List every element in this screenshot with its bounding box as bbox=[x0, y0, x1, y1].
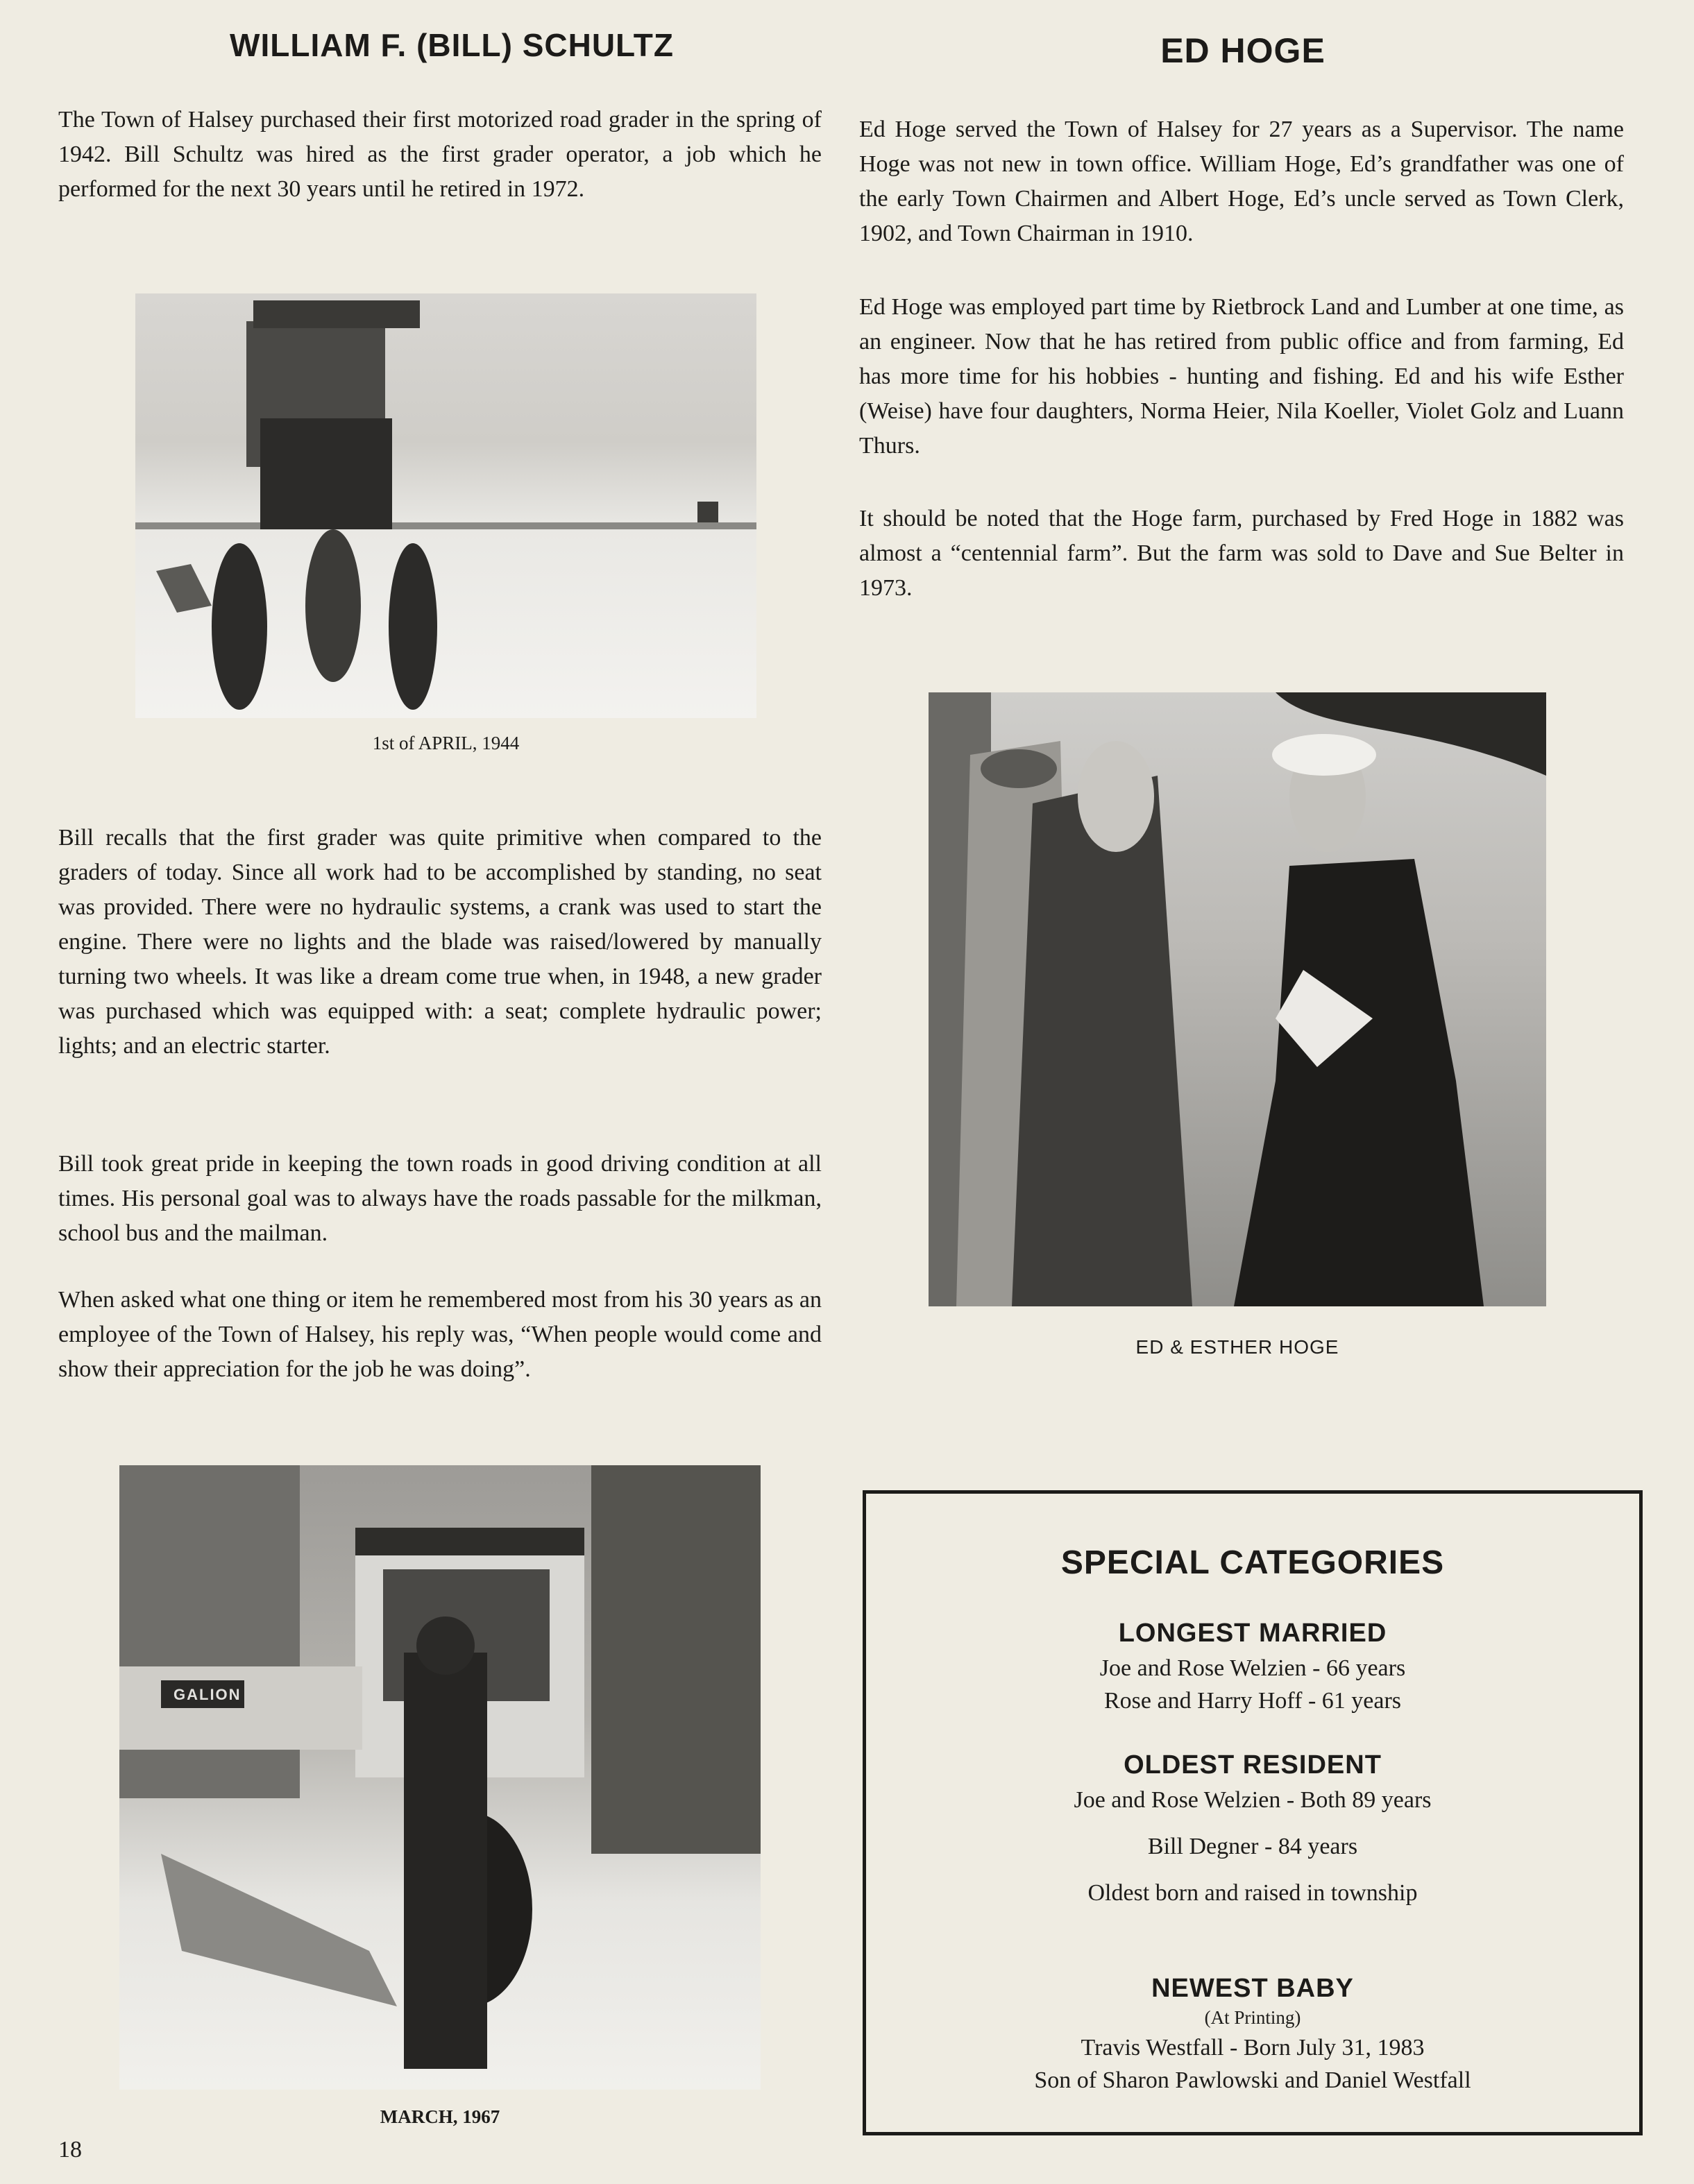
photo-1967-caption: MARCH, 1967 bbox=[380, 2106, 500, 2127]
newest-baby-note: (At Printing) bbox=[1204, 2007, 1301, 2028]
hoge-photo-caption: ED & ESTHER HOGE bbox=[1135, 1336, 1339, 1358]
newest-baby-line-2: Son of Sharon Pawlowski and Daniel Westfall bbox=[1034, 2067, 1471, 2093]
oldest-resident-heading: OLDEST RESIDENT bbox=[1124, 1750, 1382, 1780]
left-paragraph-2: Bill recalls that the first grader was quite primitive when compared to the graders of today. Since all work had to be accomplished by standing, no seat was provided. There were no hydraulic systems, a crank was used to start the engine. There were no lights and the blade was raised/lowered by manually turning two wheels. It was like a dream come true when, in 1948, a new grader was purchased which was equipped with: a seat; complete hydraulic power; lights; and an electric starter. bbox=[58, 825, 822, 1059]
oldest-resident-line-2: Bill Degner - 84 years bbox=[1147, 1834, 1358, 1859]
newest-baby-line-1: Travis Westfall - Born July 31, 1983 bbox=[1081, 2035, 1425, 2061]
special-categories-title: SPECIAL CATEGORIES bbox=[1060, 1544, 1445, 1581]
left-article-title: WILLIAM F. (BILL) SCHULTZ bbox=[230, 27, 674, 63]
galion-sign: GALION bbox=[173, 1686, 242, 1703]
grader-photo-1944 bbox=[135, 293, 756, 718]
longest-married-line-2: Rose and Harry Hoff - 61 years bbox=[1103, 1688, 1402, 1714]
longest-married-heading: LONGEST MARRIED bbox=[1118, 1619, 1387, 1648]
left-paragraph-3: Bill took great pride in keeping the town roads in good driving condition at all times. His personal goal was to always have the roads passable for the milkman, school bus and the mailman. bbox=[58, 1151, 822, 1246]
page-number: 18 bbox=[58, 2137, 82, 2162]
grader-photo-1967 bbox=[119, 1465, 761, 2090]
right-paragraph-2: Ed Hoge was employed part time by Rietbrock Land and Lumber at one time, as an engineer. Now that he has retired from public office and from farming, Ed has more time for his hobbies - hunting and fishing. Ed and his wife Esther (Weise) have four daughters, Norma Heier, Nila Koeller, Violet Golz and Luann Thurs. bbox=[859, 294, 1624, 459]
oldest-resident-line-3: Oldest born and raised in township bbox=[1087, 1880, 1418, 1906]
left-paragraph-4: When asked what one thing or item he remembered most from his 30 years as an employee of the Town of Halsey, his reply was, “When people would come and show their appreciation for the job he was doing”. bbox=[58, 1287, 822, 1382]
left-paragraph-1: The Town of Halsey purchased their first motorized road grader in the spring of 1942. Bill Schultz was hired as the first grader operator, a job which he performed for the next 30 years until he retired in 1972. bbox=[58, 107, 822, 202]
longest-married-line-1: Joe and Rose Welzien - 66 years bbox=[1099, 1655, 1406, 1681]
right-article-title: ED HOGE bbox=[1160, 31, 1325, 70]
right-paragraph-3: It should be noted that the Hoge farm, purchased by Fred Hoge in 1882 was almost a “centennial farm”. But the farm was sold to Dave and Sue Belter in 1973. bbox=[859, 506, 1624, 601]
photo-1944-caption: 1st of APRIL, 1944 bbox=[372, 733, 520, 753]
special-categories-box bbox=[863, 1490, 1643, 2135]
oldest-resident-line-1: Joe and Rose Welzien - Both 89 years bbox=[1074, 1787, 1432, 1813]
newest-baby-heading: NEWEST BABY bbox=[1151, 1974, 1354, 2003]
right-paragraph-1: Ed Hoge served the Town of Halsey for 27 years as a Supervisor. The name Hoge was not new in town office. William Hoge, Ed’s grandfather was one of the early Town Chairmen and Albert Hoge, Ed’s uncle served as Town Clerk, 1902, and Town Chairman in 1910. bbox=[859, 117, 1624, 246]
ed-esther-hoge-photo bbox=[929, 692, 1546, 1306]
